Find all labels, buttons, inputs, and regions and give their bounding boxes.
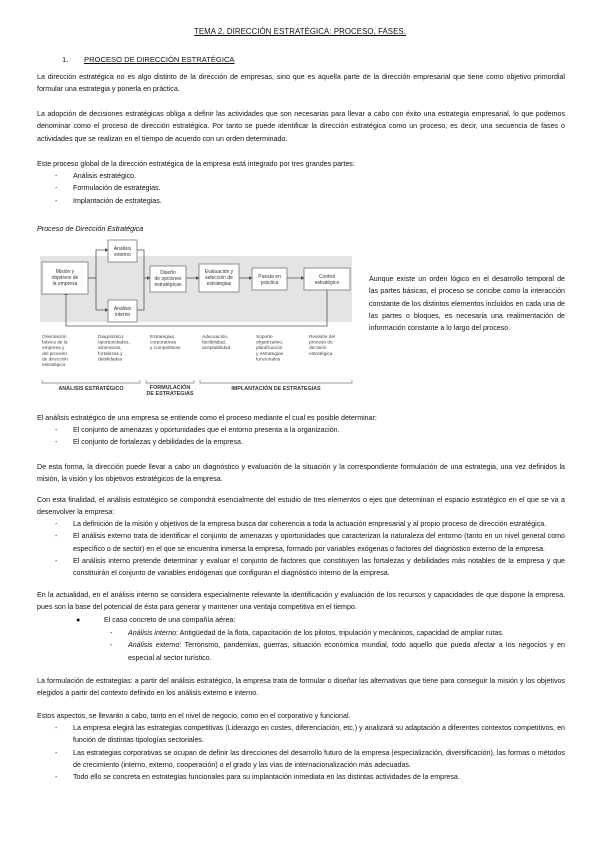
- note-line: de dirección: [42, 357, 68, 363]
- list-item: - El análisis interno pretende determinar y evaluar el conjunto de factores que constituyen las fortalezas y debilidades más notables de la empresa y que constituirán el conjunto de variables endógenas que configuran el diagnóstico interno de la empresa.: [37, 555, 565, 580]
- paragraph-resources: En la actualidad, en el análisis interno se considera especialmente relevante la identificación y evaluación de los recursos y capacidades de que dispone la empresa, pues son la base del potencial de ésta para generar y mantener una ventaja competitiva en el tiempo.: [37, 591, 565, 612]
- phase-label-analysis: ANÁLISIS ESTRATÉGICO: [58, 386, 124, 392]
- note-line: aceptabilidad: [202, 346, 231, 352]
- box-label: Misión y: [55, 269, 75, 275]
- svg-text:Revisión delproceso dedecisión: [309, 334, 335, 357]
- svg-text:Evaluación yselección deestrat: [205, 269, 234, 287]
- box-label: Puesta en: [258, 274, 281, 280]
- list-item: - Formulación de estrategias.: [37, 182, 565, 194]
- list-item: [110, 627, 565, 639]
- paragraph-definition: La dirección estratégica no es algo distinto de la dirección de empresas, sino que es aquella parte de la dirección empresarial que tiene como objetivo primordial formular una estrategia y ponerla en práctica.: [37, 73, 565, 94]
- paragraph-decisions: La adopción de decisiones estratégicas obliga a definir las actividades que son necesarias para llevar a cabo con éxito una estrategia empresarial, lo que podemos denominar como el proceso de dirección estratégica. Por tanto se puede identificar la dirección estratégica como un proceso, es decir, una secuencia de fases o actividades que se realizan en el tiempo de acuerdo con un orden determinado.: [37, 110, 565, 143]
- note-line: Adecuación,: [202, 335, 229, 340]
- axes-list: [37, 518, 565, 579]
- box-label: práctica: [260, 280, 279, 286]
- list-item: - El conjunto de amenazas y oportunidades que el entorno presenta a la organización.: [37, 424, 565, 436]
- note-line: proceso de: [309, 340, 333, 346]
- box-label: externo: [114, 252, 131, 258]
- phase-label-formulation: DE ESTRATEGIAS: [146, 391, 194, 397]
- box-label: Diseño: [160, 270, 176, 276]
- list-item: - Las estrategias corporativas se ocupan de definir las direcciones del desarrollo futuro de la empresa (especialización, diversificación), las formas o métodos de crecimiento (interno, externo, cooperación) o el grado y las vías de internacionalización más adecuadas.: [37, 747, 565, 772]
- list-item: - Análisis estratégico.: [37, 170, 565, 182]
- note-line: factibilidad,: [202, 340, 226, 346]
- box-label: de opciones: [154, 276, 182, 282]
- svg-text:FORMULACIÓNDE ESTRATEGIAS: [147, 383, 194, 397]
- paragraph-parts-intro: Este proceso global de la dirección estratégica de la empresa está integrado por tres grandes partes:: [37, 160, 355, 168]
- example-list: [110, 627, 565, 664]
- box-label: Control: [318, 274, 336, 280]
- example-text: : Terrorismo, pandemias, guerras, situación económica mundial, todo aquello que pueda afectar a los negocios y en especial al sector turístico.: [128, 641, 565, 662]
- analysis-list: [37, 424, 565, 449]
- box-label: estratégico: [314, 280, 340, 286]
- levels-list: [37, 722, 565, 783]
- note-line: Diagnóstico:: [98, 335, 125, 340]
- note-line: Estrategias: [150, 335, 174, 340]
- list-item: - El análisis externo trata de identificar el conjunto de amenazas y oportunidades que caracterizan la naturaleza del entorno (tanto en un nivel general como específico o de sector) en el que se encuentra inmersa la empresa, formado por variables exógenas o factores del diagnóstico externo de la empresa.: [37, 530, 565, 555]
- paragraph-levels-intro: Estos aspectos, se llevarán a cabo, tanto en el nivel de negocio, como en el corporativo y funcional.: [37, 712, 351, 720]
- note-line: planificación: [256, 346, 283, 352]
- list-item: - La empresa elegirá las estrategias competitivas (Liderazgo en costes, diferenciación, etc.) y analizará su adaptación a diferentes contextos competitivos, en función de distintas tipologías sectoriales.: [37, 722, 565, 747]
- box-label: estratégicas: [154, 282, 182, 288]
- list-item: [110, 639, 565, 664]
- section-heading: [62, 55, 235, 64]
- box-label: la empresa: [52, 281, 78, 287]
- example-label: El caso concreto de una compañía aérea:: [104, 616, 236, 624]
- note-line: Orientación: [42, 335, 67, 340]
- svg-text:Puesta enpráctica: [258, 274, 281, 286]
- example-bullet: ● El caso concreto de una compañía aérea:: [76, 616, 236, 624]
- note-line: Revisión del: [309, 335, 336, 340]
- svg-text:Orientaciónbásica de laempresa: [42, 334, 68, 368]
- parts-list: [37, 170, 565, 207]
- example-term: Análisis interno: [128, 629, 177, 637]
- note-line: estratégica: [42, 363, 66, 368]
- note-line: del proceso: [42, 351, 67, 357]
- note-line: oportunidades,: [98, 340, 130, 346]
- box-label: objetivos de: [51, 275, 79, 281]
- strategic-process-diagram: [36, 234, 359, 398]
- paragraph-analysis-intro: El análisis estratégico de una empresa se entiende como el proceso mediante el cual es posible determinar:: [37, 414, 377, 422]
- section-number: 1.: [62, 55, 69, 64]
- box-label: interno: [114, 312, 131, 318]
- note-line: y estrategias: [256, 351, 284, 357]
- note-line: Soporte: [256, 335, 273, 340]
- list-item: - Implantación de estrategias.: [37, 195, 565, 207]
- note-line: y competitivas: [150, 346, 181, 352]
- list-item: - La definición de la misión y objetivos de la empresa busca dar coherencia a toda la actuación empresarial y al propio proceso de dirección estratégica.: [37, 518, 565, 530]
- note-line: empresa y: [42, 346, 65, 352]
- document-title: TEMA 2. DIRECCIÓN ESTRATÉGICA: PROCESO, FASES.: [194, 27, 406, 36]
- list-item: - Todo ello se concreta en estrategias funcionales para su implantación inmediata en las distintas actividades de la empresa.: [37, 771, 565, 783]
- note-line: básica de la: [42, 340, 68, 346]
- note-line: estratégica: [309, 351, 333, 357]
- svg-text:Análisisinterno: [114, 306, 132, 318]
- list-item: - El conjunto de fortalezas y debilidades de la empresa.: [37, 436, 565, 448]
- figure-caption: Proceso de Dirección Estratégica: [37, 224, 144, 233]
- phase-label-formulation: FORMULACIÓN: [149, 385, 191, 391]
- example-term: Análisis externo: [128, 641, 180, 650]
- box-label: Evaluación y: [204, 269, 234, 275]
- section-title: PROCESO DE DIRECCIÓN ESTRATÉGICA: [84, 55, 235, 64]
- note-line: amenazas,: [98, 346, 122, 352]
- note-line: corporativas: [150, 340, 177, 346]
- paragraph-axes-intro: Con esta finalidad, el análisis estratégico se compondrá esencialmente del estudio de tres elementos o ejes que determinan el espacio estratégico en el que se va a desenvolver la empresa:: [37, 496, 565, 517]
- paragraph-feedback: Aunque existe un orden lógico en el desarrollo temporal de las partes básicas, el proceso se concibe como la interacción constante de los distintos elementos incluidos en cada una de las partes o bloques, es necesaria una realimentación de información constante a lo largo del proceso.: [369, 275, 565, 333]
- box-label: Análisis: [113, 246, 132, 252]
- paragraph-formulation: La formulación de estrategias: a partir del análisis estratégico, la empresa trata de formular o diseñar las alternativas que tiene para conseguir la misión y los objetivos elegidos a partir del contexto definido en los análisis externo e interno.: [37, 677, 565, 698]
- note-line: funcionales: [256, 357, 281, 363]
- box-label: estrategias: [206, 281, 232, 287]
- box-label: selección de: [205, 275, 233, 281]
- note-line: decisión: [309, 346, 327, 352]
- phase-label-implementation: IMPLANTACIÓN DE ESTRATEGIAS: [231, 386, 321, 392]
- box-label: Análisis: [113, 306, 132, 312]
- note-line: debilidades: [98, 357, 123, 363]
- paragraph-diagnosis: De esta forma, la dirección puede llevar a cabo un diagnóstico y evaluación de la situación y la correspondiente formulación de una estrategia, una vez definidos la misión, la visión y los objetivos estratégicos de la empresa.: [37, 463, 565, 484]
- example-text: : Antigüedad de la flota, capacitación de los pilotos, tripulación y mecánicos, capacidad de ampliar rutas.: [176, 629, 504, 637]
- svg-text:Análisisexterno: [114, 246, 132, 258]
- note-line: organizativo,: [256, 340, 284, 346]
- note-line: fortalezas y: [98, 351, 123, 357]
